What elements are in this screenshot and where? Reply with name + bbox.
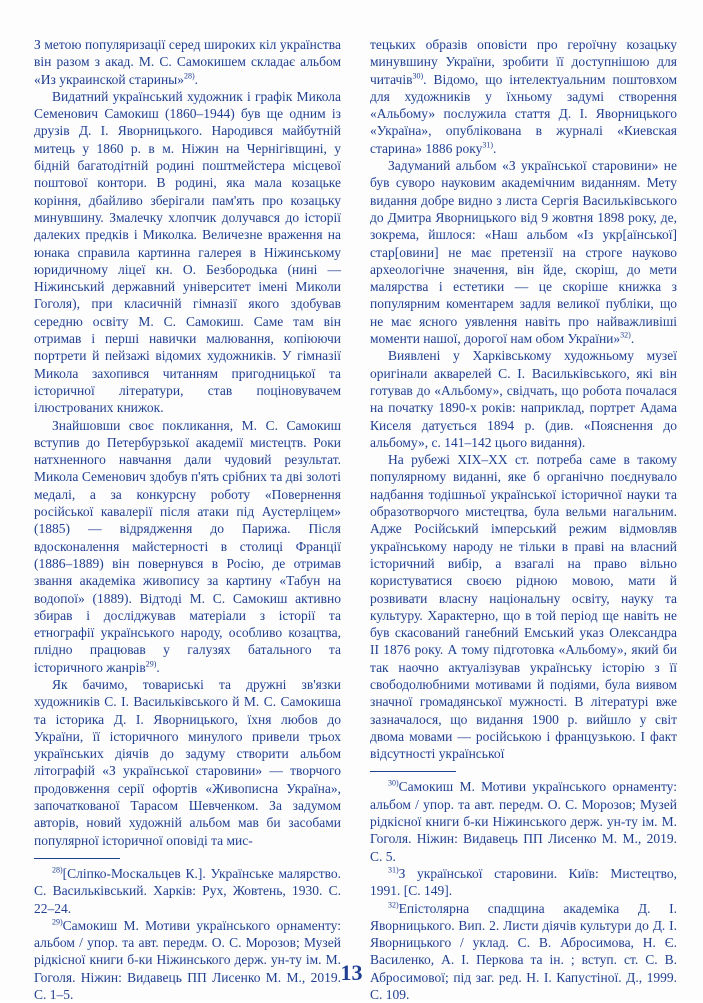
page-number: 13 — [340, 960, 363, 985]
paragraph-samokysh-bio: Видатний український художник і графік Микола Семенович Самокиш (1860–1944) був ще одним із друзів Д. І. Яворницького. Народився майбутній митець у 1860 р. в м. Ніжин на Чернігівщині, у бідній багатодітній родині поштмейстера місцевої поштової контори. В родині, яка мала козацьке коріння, дбайливо зберігали пам'ять про козацьку минувшину. Змалечку хлопчик долучався до історії далеких предків і Миколка. Величезне враження на юнака справила картинна галерея в Ніжинському юридичному ліцеї кн. О. Безбородька (нині — Ніжинський державний університет імені Миколи Гоголя), при класичній гімназії якого здобував середню освіту М. С. Самокиш. Саме там він отримав і перші навички малювання, копіюючи портрети й пейзажі відомих художників. У гімназії Микола захопився читанням пригодницької та історичної літератури, став поціновувачем ілюстрованих книжок. — [34, 88, 341, 416]
footnote-separator — [34, 858, 120, 859]
footnote-separator — [370, 771, 456, 772]
footnote: $^{29)}$Самокиш М. Мотиви українського орнаменту: альбом / упор. та авт. передм. О. С. Морозов; Музей рідкісної книги б-ки Ніжинського держ. ун-ту ім. М. Гоголя. Ніжин: Видавець ПП Лисенко М. М., 2019. С. 1–5. — [34, 917, 341, 1003]
footnote-ref[interactable]: 30) — [412, 71, 424, 81]
footnote-ref[interactable]: 29) — [145, 659, 157, 669]
paragraph-turn-of-century: На рубежі XIX–XX ст. потреба саме в такому популярному виданні, яке б органічно поєднувало надбання тодішньої української історичної науки та образотворчого мистецтва, була вельми нагальним. Адже Російський імперський режим відмовляв українському народу не тільки в праві на власний історичний вибір, а взагалі на право вільно користуватися своєю рідною мовою, мати й розвивати власну національну освіту, науку та культуру. Характерно, що в той період ще навіть не був скасований ганебний Емський указ Олександра II 1876 року. А тому підготовка «Альбому», який би так наочно актуалізував українську історію з її свободолюбними мотивами й подіями, була виявом значної громадянської мужності. В літературі вже зазначалося, що видання 1900 р. вийшло у світ двома мовами — російською і французькою. І факт відсутності української — [370, 452, 677, 762]
paragraph-intro: З метою популяризації серед широких кіл українства він разом з акад. М. С. Самокишем складає альбом «Из украинской старины»$^{28)}$. — [34, 37, 341, 87]
footnote: $^{28)}$[Сліпко-Москальцев К.]. Українське малярство. С. Васильківський. Харків: Рух, Жовтень, 1930. С. 22–24. — [34, 865, 341, 916]
paragraph-album-purpose: Задуманий альбом «З української старовини» не був суворо науковим академічним виданням. Мету видання добре видно з листа Сергія Васильківського до Дмитра Яворницького від 9 жовтня 1898 року, де, зокрема, йшлося: «Наш альбом «Із укр[аїнської] стар[овини] не має претензії на строге науково археологічне значення, він йде, скоріш, до мети малярства і естетики — це скоріше книжка з популярним коментарем задля великої публіки, що не має ясного уявлення навіть про найважливіші моменти нашої, дорогої нам обом України»$^{32)}$. — [370, 158, 677, 347]
paragraph-academy: Знайшовши своє покликання, М. С. Самокиш вступив до Петербурзької академії мистецтв. Роки натхненного навчання дали чудовий результат. Микола Семенович здобув п'ять срібних та дві золоті медалі, а за конкурсну роботу «Повернення російської кавалерії після атаки під Аустерліцем» (1885) — відрядження до Парижа. Після вдосконалення майстерності в столиці Франції (1886–1889) він повернувся в Росію, де отримав звання академіка живопису за картину «Табун на водопої» (1889). Відтоді М. С. Самокиш активно збирав і досліджував матеріали з історії та етнографії українського народу, особливо козацтва, плідно працював у галузях батального та історичного жанрів$^{29)}$. — [34, 417, 341, 675]
footnote: $^{31)}$З української старовини. Київ: Мистецтво, 1991. [С. 149]. — [370, 865, 677, 899]
footnote: $^{30)}$Самокиш М. Мотиви українського орнаменту: альбом / упор. та авт. передм. О. С. Морозов; Музей рідкісної книги б-ки Ніжинського держ. ун-ту ім. М. Гоголя. Ніжин: Видавець ПП Лисенко М. М., 2019. С. 5. — [370, 778, 677, 864]
footnote-ref[interactable]: 32) — [620, 330, 631, 340]
paragraph-continuation: тецьких образів оповісти про героїчну козацьку минувшину України, зробити її доступнішою для читачів$^{30)}$. Відомо, що інтелектуальним поштовхом для художників у їхньому задумі створення «Альбому» послужила стаття Д. І. Яворницького «Україна», опублікована в журналі «Киевская старина» 1886 року$^{31)}$. — [370, 37, 677, 156]
footnote-ref[interactable]: 31) — [482, 140, 494, 150]
left-column — [34, 36, 341, 1003]
footnote: $^{32)}$Епістолярна спадщина академіка Д. І. Яворницького. Вип. 2. Листи діячів культури до Д. І. Яворницького / уклад. С. В. Абросимова, Н. Є. Василенко, А. І. Перкова та ін. ; вступ. ст. С. В. Абросимової; під заг. ред. Н. І. Капустіної. Д., 1999. С. 109. — [370, 900, 677, 1003]
paragraph-watercolors: Виявлені у Харківському художньому музеї оригінали акварелей С. І. Васильківського, які він готував до «Альбому», свідчать, що робота почалася на початку 1890-х років: наприклад, портрет Адама Киселя датується 1894 р. (див. «Пояснення до альбому», с. 141–142 цього видання). — [370, 348, 677, 450]
paragraph-album-idea: Як бачимо, товариські та дружні зв'язки художників С. І. Васильківського й М. С. Самокиша та історика Д. І. Яворницького, їхня любов до України, її історичного минулого привели трьох українських діячів до задуму створити альбом літографій «З української старовини» — творчого продовження серії офортів «Живописна Україна», започаткованої Тарасом Шевченком. За задумом авторів, новий художній альбом мав би засобами популярної історичної оповіді та мис- — [34, 676, 341, 848]
right-column — [370, 36, 677, 1003]
footnote-ref[interactable]: 28) — [184, 71, 195, 81]
